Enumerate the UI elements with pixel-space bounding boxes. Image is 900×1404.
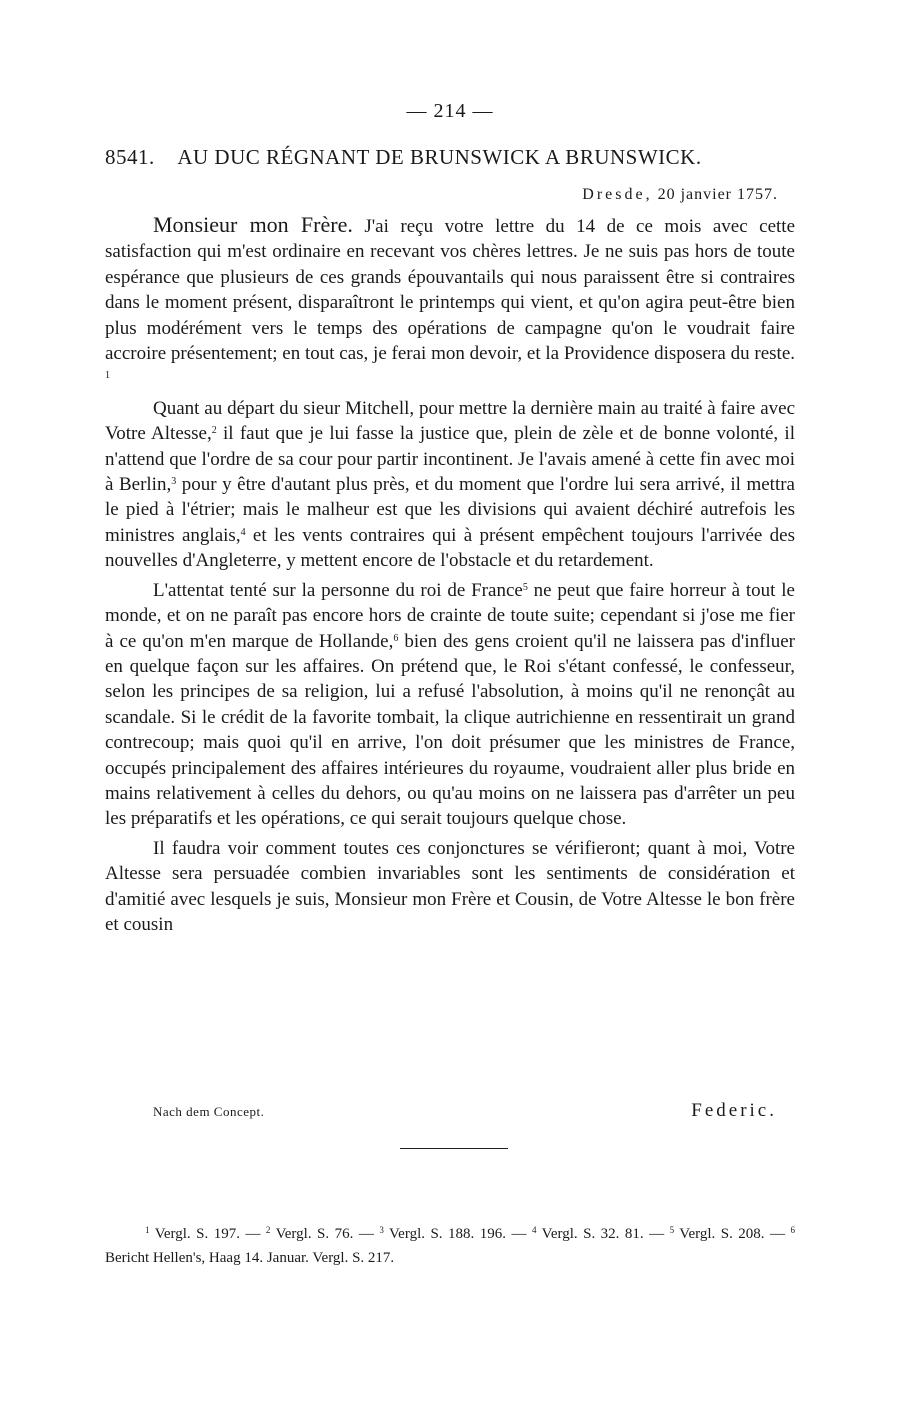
paragraph-2-text-b: il faut que je lui fasse la justice que, plein de zèle et de bonne volonté, il n'attend que l'ordre de sa cour pour partir incontinent. Je l'avais amené à cette fin avec moi à Berlin, — [105, 423, 795, 496]
letter-heading — [105, 145, 795, 170]
footnote-mark: 6 — [790, 1225, 795, 1235]
signature: Federic. — [691, 1100, 777, 1121]
footnote-mark: 1 — [145, 1225, 150, 1235]
footnote-text: Vergl. S. 188. 196. — — [383, 1226, 532, 1242]
dateline-place: Dresde, — [582, 186, 653, 203]
paragraph-2-text-d: et les vents contraires qui à présent empêchent toujours l'arrivée des nouvelles d'Angleterre, y mettent encore de l'obstacle et du retardement. — [105, 524, 795, 572]
source-note: Nach dem Concept. — [153, 1104, 265, 1119]
dateline-date: 20 janvier 1757. — [657, 186, 778, 203]
footnote-ref-6: 6 — [393, 632, 399, 644]
footnote-ref-4: 4 — [240, 526, 246, 538]
paragraph-1-text: J'ai reçu votre lettre du 14 de ce mois avec cette satisfaction qui m'est ordinaire en recevant vos chères lettres. Je ne suis pas hors de toute espérance que plusieurs de ces grands épouvantails qui nous paraissent être si contraires dans le moment présent, disparaîtront le printemps qui vient, et qu'on agira peut-être bien plus modérément vers le temps des opérations de campagne qu'on le voudrait faire accroire présentement; en tout cas, je ferai mon devoir, et la Providence disposera du reste. — [105, 216, 796, 365]
salutation: Monsieur mon Frère. — [153, 212, 353, 237]
footnote-list — [105, 1222, 795, 1270]
footnote-mark: 2 — [265, 1225, 271, 1235]
separator-rule — [400, 1148, 508, 1149]
paragraph-4-text: Il faudra voir comment toutes ces conjonctures se vérifieront; quant à moi, Votre Altesse sera persuadée combien invariables sont les sentiments de considération et d'amitié avec lesquels je suis, Monsieur mon Frère et Cousin, de Votre Altesse le bon frère et cousin — [105, 837, 795, 935]
paragraph-2 — [105, 396, 795, 574]
letter-number: 8541. — [105, 145, 155, 169]
footnote-mark: 3 — [379, 1225, 384, 1235]
footnote-text: Vergl. S. 32. 81. — — [536, 1226, 670, 1242]
footnote-text: Vergl. S. 208. — — [674, 1226, 791, 1242]
paragraph-1 — [105, 212, 795, 392]
footnote-ref-1: 1 — [105, 370, 110, 382]
footnote-mark: 5 — [669, 1225, 675, 1235]
paragraph-2-text-a: Quant au départ du sieur Mitchell, pour mettre la dernière main au traité à faire avec Votre Altesse, — [105, 397, 795, 445]
footnote-text: Vergl. S. 76. — — [270, 1226, 380, 1242]
footnote-mark: 4 — [531, 1225, 537, 1235]
letter-body — [105, 212, 795, 941]
footnote-ref-3: 3 — [171, 476, 177, 488]
paragraph-3 — [105, 578, 795, 832]
paragraph-2-text-c: pour y être d'autant plus près, et du moment que l'ordre lui sera arrivé, il mettra le pied à l'étrier; mais le malheur est que les divisions qui avaient déchiré autrefois les ministres anglais, — [105, 474, 795, 546]
letter-closing — [105, 1098, 795, 1128]
paragraph-3-text-c: bien des gens croient qu'il ne laissera pas d'influer en quelque façon sur les affaires. On prétend que, le Roi s'étant confessé, le confesseur, selon les principes de sa religion, lui a refusé l'absolution, à moins qu'il ne renonçât au scandale. Si le crédit de la favorite tombait, la clique autrichienne en ressentirait un grand contrecoup; mais quoi qu'il en arrive, l'on doit présumer que les ministres de France, occupés principalement des affaires intérieures du royaume, voudraient aller plus bride en mains relativement à celles du dehors, ou qu'au moins on ne laissera pas d'arrêter un peu les préparatifs et les opérations, ce qui serait toujours quelque chose. — [105, 630, 795, 830]
footnote-text: Vergl. S. 197. — — [149, 1226, 266, 1242]
letter-title: AU DUC RÉGNANT DE BRUNSWICK A BRUNSWICK. — [177, 145, 702, 169]
footnote-ref-2: 2 — [211, 425, 217, 437]
paragraph-3-text-a: L'attentat tenté sur la personne du roi de France — [153, 579, 523, 601]
page-number: — 214 — — [406, 100, 494, 122]
footnote-ref-5: 5 — [522, 581, 528, 593]
paragraph-3-text-b: ne peut que faire horreur à tout le monde, et on ne paraît pas encore hors de crainte de toute suite; cependant si j'ose me fier à ce qu'on m'en marque de Hollande, — [105, 579, 795, 652]
footnotes — [105, 1222, 795, 1270]
paragraph-4 — [105, 836, 795, 938]
dateline — [582, 186, 778, 204]
footnote-text: Bericht Hellen's, Haag 14. Januar. Vergl. S. 217. — [105, 1250, 395, 1266]
